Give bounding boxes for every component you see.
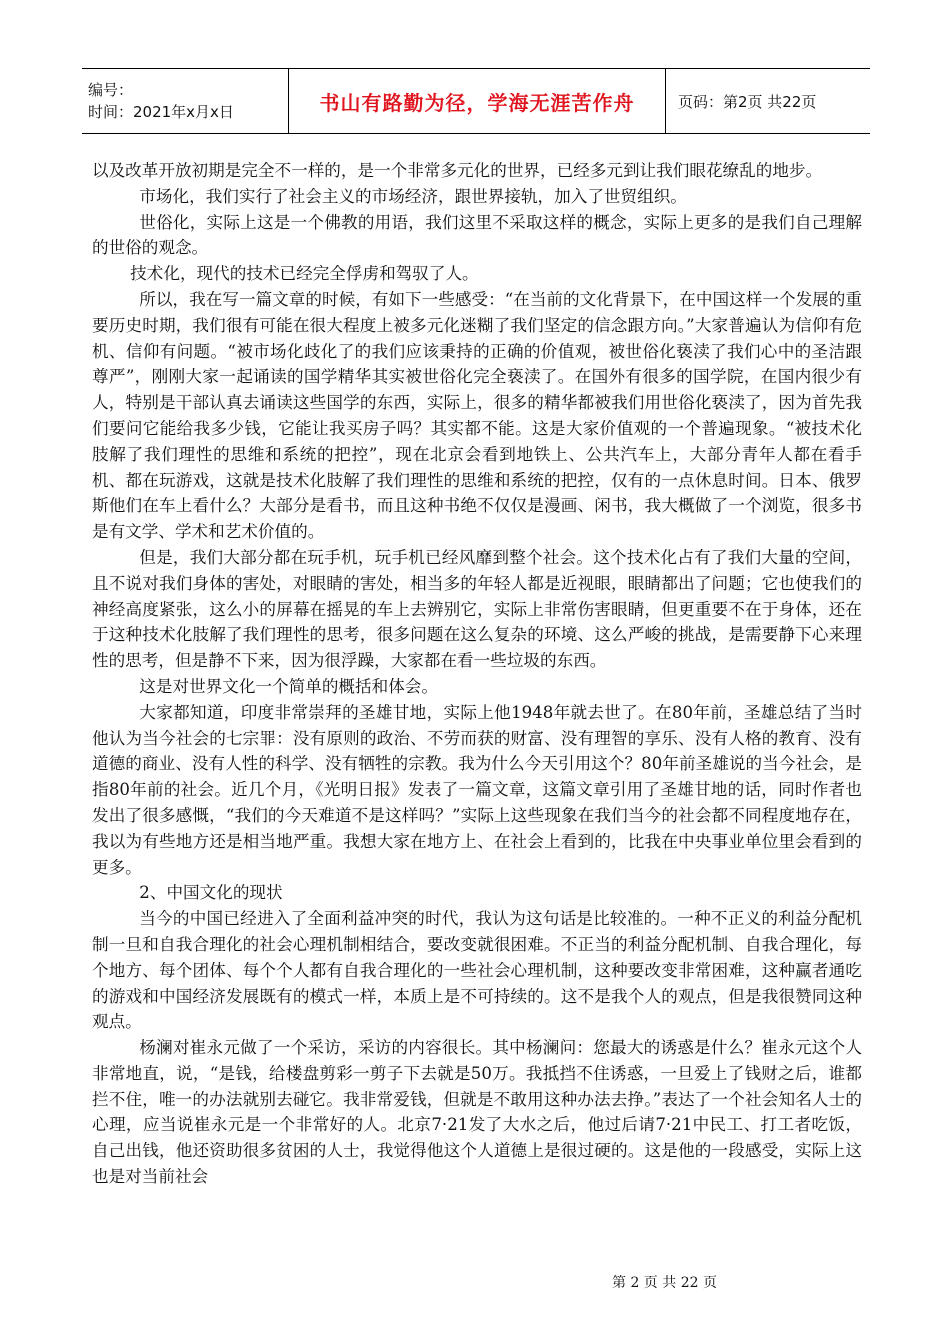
paragraph: 当今的中国已经进入了全面利益冲突的时代，我认为这句话是比较准的。一种不正义的利益分配机制一旦和自我合理化的社会心理机制相结合，要改变就很困难。不正当的利益分配机制、自我合理化，每个地方、每个团体、每个个人都有自我合理化的一些社会心理机制，这种要改变非常困难，这种赢者通吃的游戏和中国经济发展既有的模式一样，本质上是不可持续的。这不是我个人的观点，但是我很赞同这种观点。 (92, 909, 862, 1032)
paragraph: 市场化，我们实行了社会主义的市场经济，跟世界接轨，加入了世贸组织。 (139, 186, 687, 206)
header-page-info (666, 69, 870, 133)
paragraph: 以及改革开放初期是完全不一样的，是一个非常多元化的世界，已经多元到让我们眼花缭乱的地步。 (92, 161, 823, 180)
page-footer: 第 2 页 共 22 页 (612, 1275, 717, 1291)
header-motto-cell (289, 69, 666, 133)
paragraph: 大家都知道，印度非常崇拜的圣雄甘地，实际上他1948年就去世了。在80年前，圣雄总结了当时他认为当今社会的七宗罪：没有原则的政治、不劳而获的财富、没有理智的享乐、没有人格的教育、没有道德的商业、没有人性的科学、没有牺牲的宗教。我为什么今天引用这个？80年前圣雄说的当今社会，是指80年前的社会。近几个月，《光明日报》发表了一篇文章，这篇文章引用了圣雄甘地的话，同时作者也发出了很多感慨，“我们的今天难道不是这样吗？”实际上这些现象在我们当今的社会都不同程度地存在，我以为有些地方还是相当地严重。我想大家在地方上、在社会上看到的，比我在中央事业单位里会看到的更多。 (92, 702, 862, 877)
paragraph: 世俗化，实际上这是一个佛教的用语，我们这里不采取这样的概念，实际上更多的是我们自己理解的世俗的观念。 (92, 212, 862, 258)
time-label: 时间：2021年x月x日 (88, 103, 234, 121)
page-info-text: 页码：第2页 共22页 (678, 92, 817, 111)
paragraph: 但是，我们大部分都在玩手机，玩手机已经风靡到整个社会。这个技术化占有了我们大量的空间，且不说对我们身体的害处，对眼睛的害处，相当多的年轻人都是近视眼，眼睛都出了问题；它也使我们的神经高度紧张，这么小的屏幕在摇晃的车上去辨别它，实际上非常伤害眼睛，但更重要不在于身体，还在于这种技术化肢解了我们理性的思考，很多问题在这么复杂的环境、这么严峻的挑战，是需要静下心来理性的思考，但是静不下来，因为很浮躁，大家都在看一些垃圾的东西。 (92, 547, 862, 671)
paragraph: 这是对世界文化一个简单的概括和体会。 (139, 676, 438, 696)
header-meta (82, 69, 289, 133)
paragraph: 杨澜对崔永元做了一个采访，采访的内容很长。其中杨澜问：您最大的诱惑是什么？崔永元这个人非常地直，说，“是钱，给楼盘剪彩一剪子下去就是50万。我抵挡不住诱惑，一旦爱上了钱财之后，谁都拦不住，唯一的办法就别去碰它。我非常爱钱，但就是不敢用这种办法去挣。”表达了一个社会知名人士的心理，应当说崔永元是一个非常好的人。北京7·21发了大水之后，他过后请7·21中民工、打工者吃饭，自己出钱，他还资助很多贫困的人士，我觉得他这个人道德上是很过硬的。这是他的一段感受，实际上这也是对当前社会 (92, 1038, 862, 1187)
document-body (92, 158, 862, 1190)
paragraph: 所以，我在写一篇文章的时候，有如下一些感受：“在当前的文化背景下，在中国这样一个发展的重要历史时期，我们很有可能在很大程度上被多元化迷糊了我们坚定的信念跟方向。”大家普遍认为信仰有危机、信仰有问题。“被市场化歧化了的我们应该秉持的正确的价值观，被世俗化亵渎了我们心中的圣洁跟尊严”，刚刚大家一起诵读的国学精华其实被世俗化完全亵渎了。在国外有很多的国学院，在国内很少有人，特别是干部认真去诵读这些国学的东西，实际上，很多的精华都被我们用世俗化亵渎了，因为首先我们要问它能给我多少钱，它能让我买房子吗？其实都不能。这是大家价值观的一个普遍现象。“被技术化肢解了我们理性的思维和系统的把控”，现在北京会看到地铁上、公共汽车上，大部分青年人都在看手机、都在玩游戏，这就是技术化肢解了我们理性的思维和系统的把控，仅有的一点休息时间。日本、俄罗斯他们在车上看什么？大部分是看书，而且这种书绝不仅仅是漫画、闲书，我大概做了一个浏览，很多书是有文学、学术和艺术价值的。 (92, 289, 862, 542)
number-label: 编号： (88, 81, 134, 99)
motto-text: 书山有路勤为径，学海无涯苦作舟 (319, 90, 635, 115)
page-header (82, 68, 870, 134)
section-heading: 2、中国文化的现状 (139, 883, 283, 903)
paragraph: 技术化，现代的技术已经完全俘虏和驾驭了人。 (130, 264, 479, 284)
